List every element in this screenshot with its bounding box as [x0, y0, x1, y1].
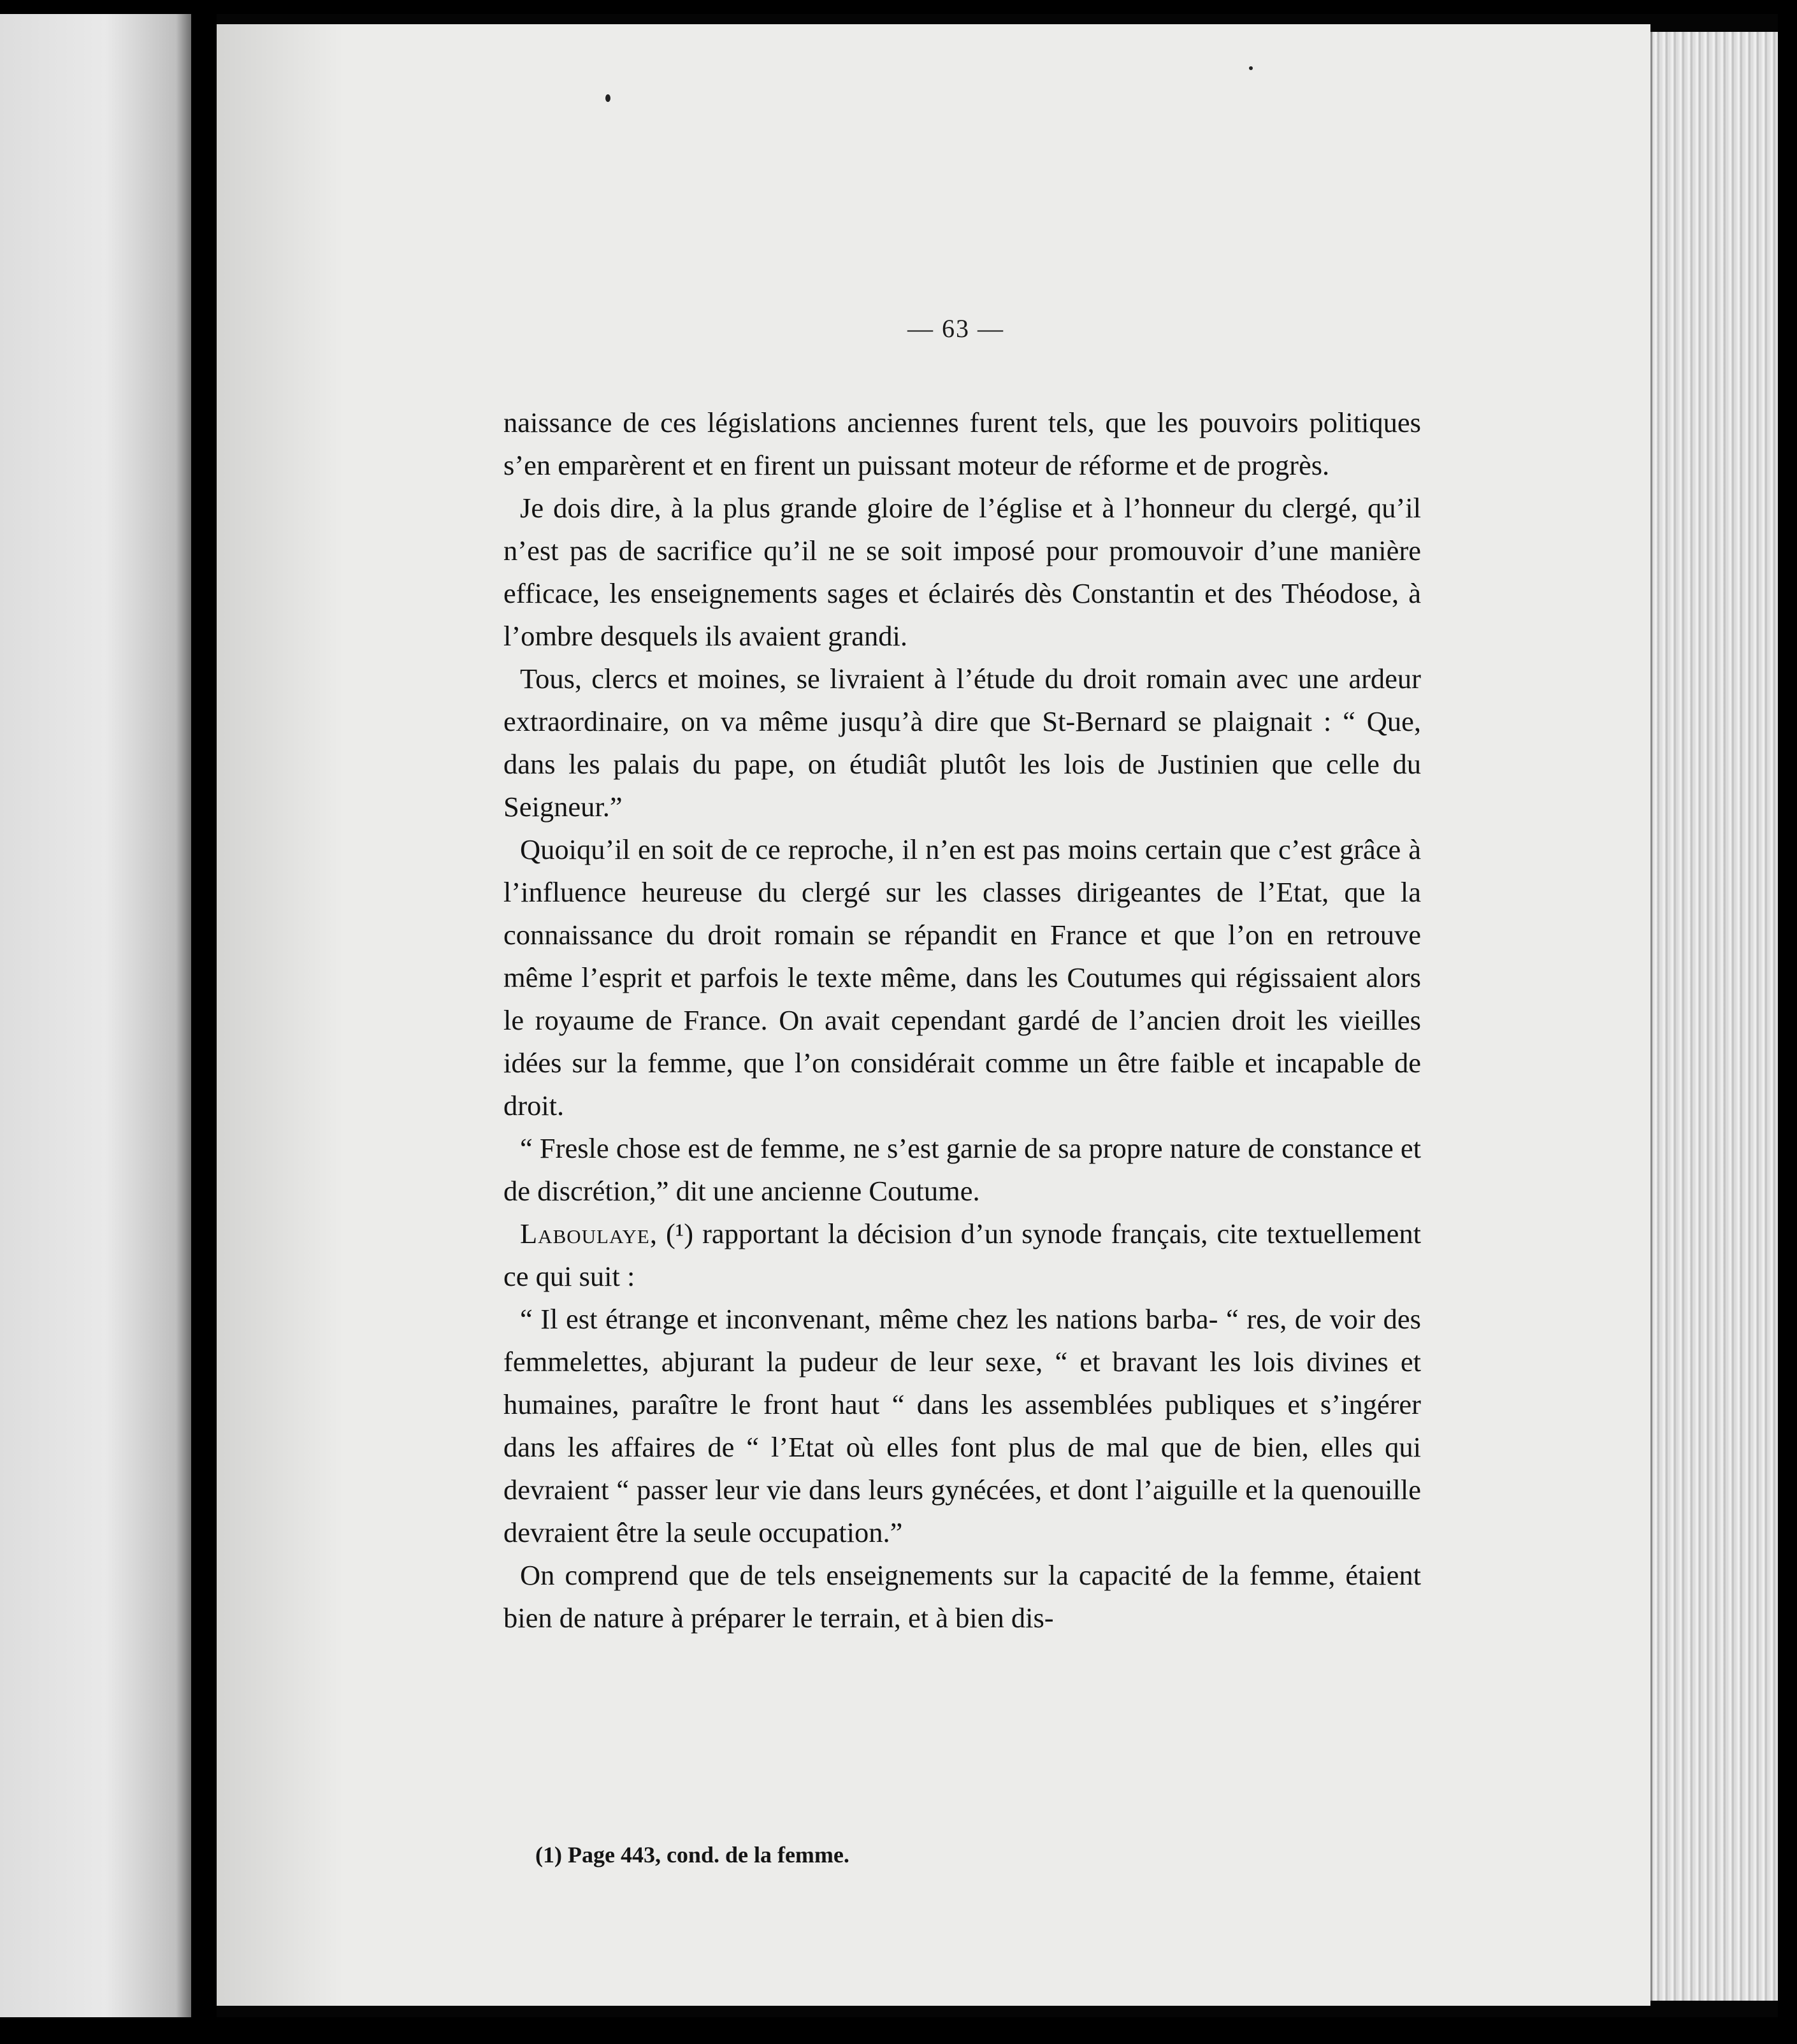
scan-frame-right: [1778, 0, 1797, 2044]
page-number: — 63 —: [907, 314, 1004, 343]
ink-speck: [1249, 66, 1253, 70]
page-edges-stack: [1650, 32, 1780, 2001]
paragraph: Je dois dire, à la plus grande gloire de l’église et à l’honneur du clergé, qu’il n’est pas de sacrifice qu’il ne se soit imposé pour promouvoir d’une manière efficace, les enseignements sages et éclairés dès Constantin et des Théodose, à l’ombre desquels ils avaient grandi.: [503, 492, 1421, 652]
paragraph: Tous, clercs et moines, se livraient à l’étude du droit romain avec une ardeur extraordinaire, on va même jusqu’à dire que St-Bernard se plaignait : “ Que, dans les palais du pape, on étudiât plutôt les lois de Justinien que celle du Seigneur.”: [503, 663, 1421, 823]
paragraph: “ Fresle chose est de femme, ne s’est garnie de sa propre nature de constance et de discrétion,” dit une ancienne Coutume.: [503, 1132, 1421, 1207]
scan-frame-top: [0, 0, 1797, 14]
left-page-edge: [0, 14, 191, 2017]
paragraph: naissance de ces législations anciennes furent tels, que les pouvoirs politiques s’en emparèrent et en firent un puissant moteur de réforme et de progrès.: [503, 407, 1421, 481]
author-name: Laboulaye: [520, 1218, 650, 1249]
paragraph: On comprend que de tels enseignements sur la capacité de la femme, étaient bien de nature à préparer le terrain, et à bien dis-: [503, 1559, 1421, 1634]
quoted-passage: “ Il est étrange et inconvenant, même chez les nations barba- “ res, de voir des femmelettes, abjurant la pudeur de leur sexe, “ et bravant les lois divines et humaines, paraître le front haut “ dans les assemblées publiques et s’ingérer dans les affaires de “ l’Etat où elles font plus de mal que de bien, elles qui devraient “ passer leur vie dans leurs gynécées, et dont l’aiguille et la quenouille devraient être la seule occupation.”: [503, 1303, 1421, 1548]
paragraph: Quoiqu’il en soit de ce reproche, il n’en est pas moins certain que c’est grâce à l’influence heureuse du clergé sur les classes dirigeantes de l’Etat, que la connaissance du droit romain se répandit en France et que l’on en retrouve même l’esprit et parfois le texte même, dans les Coutumes qui régissaient alors le royaume de France. On avait cependant gardé de l’ancien droit les vieilles idées sur la femme, que l’on considérait comme un être faible et incapable de droit.: [503, 833, 1421, 1121]
footnote: (1) Page 443, cond. de la femme.: [535, 1842, 849, 1868]
ink-speck: [605, 94, 610, 102]
paragraph-citation: [503, 1213, 1421, 1298]
scan-frame-bottom: [0, 2017, 1797, 2044]
book-gutter: [191, 14, 217, 2017]
citation-text: , (¹) rapportant la décision d’un synode français, cite textuellement ce qui suit :: [503, 1218, 1421, 1292]
page-shadow: [217, 24, 344, 2006]
body-text: [503, 401, 1421, 1639]
